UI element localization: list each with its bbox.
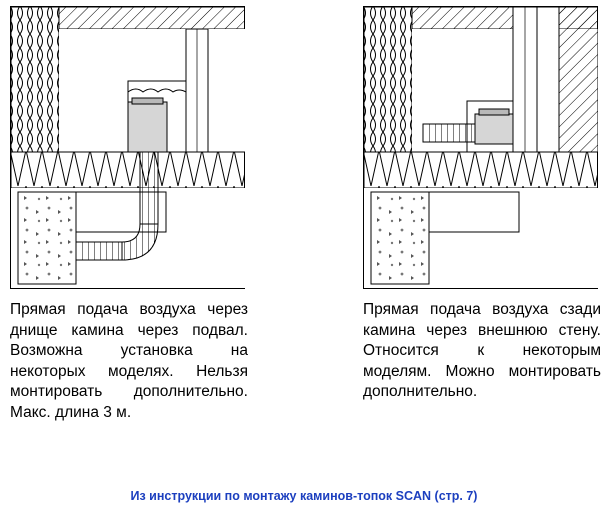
figure-right bbox=[363, 6, 598, 289]
source-footer: Из инструкции по монтажу каминов-топок SCAN (стр. 7) bbox=[130, 489, 478, 503]
figure-left bbox=[10, 6, 245, 289]
figure-right-drawing bbox=[363, 6, 598, 289]
figure-left-caption: Прямая подача воздуха через днище камина через подвал. Возможна установка на некоторых моделях. Нельзя монтировать дополнительно. Макс. длина 3 м. bbox=[10, 301, 248, 422]
figure-left-drawing bbox=[10, 6, 245, 289]
figure-right-caption: Прямая подача воздуха сзади камина через внешнюю стену. Относится к некоторым моделям. Можно монтировать дополнительно. bbox=[363, 301, 601, 401]
